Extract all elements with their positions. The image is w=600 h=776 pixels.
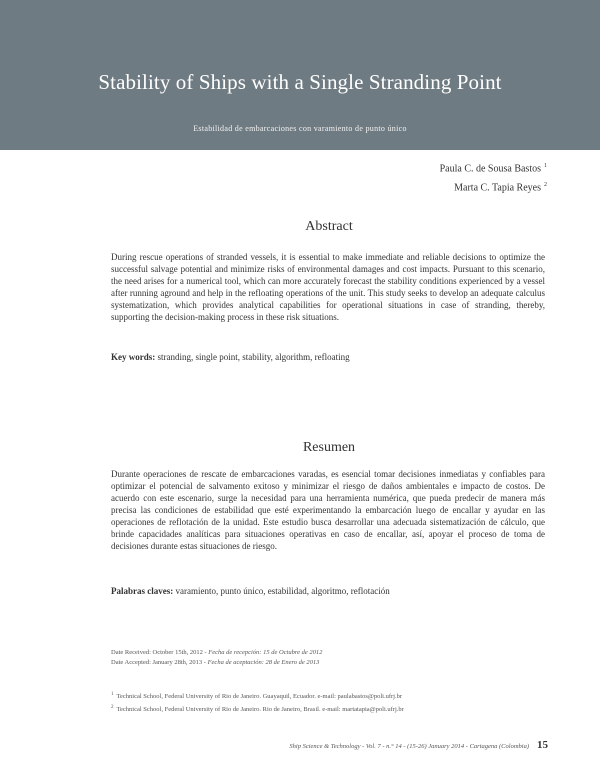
footnote-text: Technical School, Federal University of Rio de Janeiro. Rio de Janeiro, Brasil. e-mail: martatapia@poli.ufrj.br bbox=[116, 706, 404, 714]
submission-dates bbox=[111, 648, 322, 668]
author-name: Paula C. de Sousa Bastos bbox=[439, 163, 541, 175]
footnote-2 bbox=[111, 702, 404, 715]
date-received-es: Fecha de recepción: 15 de Octubre de 2012 bbox=[208, 649, 323, 656]
footnotes bbox=[111, 689, 404, 715]
resumen-text: Durante operaciones de rescate de embarcaciones varadas, es esencial tomar decisiones inmediatas y confiables para optimizar el potencial de salvamento exitoso y minimizar el riesgo de daños ambientales e impacto de costos. De acuerdo con este escenario, surge la necesidad para una herramienta numérica, que pueda predecir de manera más precisa las condiciones de estabilidad que esté experimentando la embarcación luego de encallar y ayudar en las operaciones de reflotación de la unidad. Este estudio busca desarrollar una adecuada sistematización de cálculo, que brinde capacidades analíticas para situaciones operativas en caso de encallar, así, apoyar el proceso de toma de decisiones durante estas situaciones de riesgo. bbox=[111, 469, 545, 551]
palabras-claves-list: varamiento, punto único, estabilidad, algoritmo, reflotación bbox=[175, 586, 390, 596]
author-mark: 1 bbox=[544, 163, 547, 169]
footnote-1 bbox=[111, 689, 404, 702]
date-accepted-es: Fecha de aceptación: 28 de Enero de 2013 bbox=[207, 659, 320, 666]
footnote-mark: 1 bbox=[111, 692, 114, 697]
keywords-label: Key words: bbox=[111, 352, 156, 362]
paper-title: Stability of Ships with a Single Stranding Point bbox=[98, 70, 502, 94]
author-2 bbox=[440, 177, 547, 196]
paper-subtitle-spanish: Estabilidad de embarcaciones con varamiento de punto único bbox=[193, 124, 407, 133]
date-received-en: Date Received: October 15th, 2012 bbox=[111, 649, 203, 656]
author-name: Marta C. Tapia Reyes bbox=[454, 182, 541, 194]
page-footer bbox=[289, 739, 548, 751]
date-separator: - bbox=[204, 649, 207, 656]
journal-citation: Ship Science & Technology - Vol. 7 - n.° 14 - (15-26) January 2014 - Cartagena (Colombia) bbox=[289, 743, 529, 750]
date-accepted-en: Date Accepted: January 28th, 2013 bbox=[111, 659, 203, 666]
author-list bbox=[440, 158, 547, 197]
abstract-text: During rescue operations of stranded vessels, it is essential to make immediate and reliable decisions to optimize the successful salvage potential and minimize risks of environmental damages and cost impacts. Pursuant to this scenario, the need arises for a numerical tool, which can more accurately forecast the stability conditions experienced by a vessel after running aground and help in the refloating operations of the unit. This study seeks to develop an adequate calculus systematization, which provides analytical capabilities for operational situations in case of stranding, thereby, supporting the decision-making process in these risk situations. bbox=[111, 252, 545, 322]
date-received bbox=[111, 648, 322, 658]
palabras-claves-label: Palabras claves: bbox=[111, 586, 174, 596]
footnote-mark: 2 bbox=[111, 705, 114, 711]
author-mark: 2 bbox=[544, 182, 547, 189]
resumen-keywords bbox=[111, 586, 545, 596]
resumen-heading: Resumen bbox=[302, 440, 356, 455]
keywords-list: stranding, single point, stability, algorithm, refloating bbox=[157, 352, 350, 362]
footnote-text: Technical School, Federal University of Rio de Janeiro. Guayaquil, Ecuador. e-mail: paulabastos@poli.ufrj.br bbox=[116, 693, 402, 701]
title-banner bbox=[0, 0, 600, 150]
page-number: 15 bbox=[537, 739, 548, 751]
abstract-keywords bbox=[111, 352, 545, 362]
date-accepted bbox=[111, 658, 322, 668]
abstract-heading: Abstract bbox=[305, 219, 353, 234]
author-1 bbox=[440, 158, 547, 177]
date-separator: - bbox=[203, 659, 206, 666]
